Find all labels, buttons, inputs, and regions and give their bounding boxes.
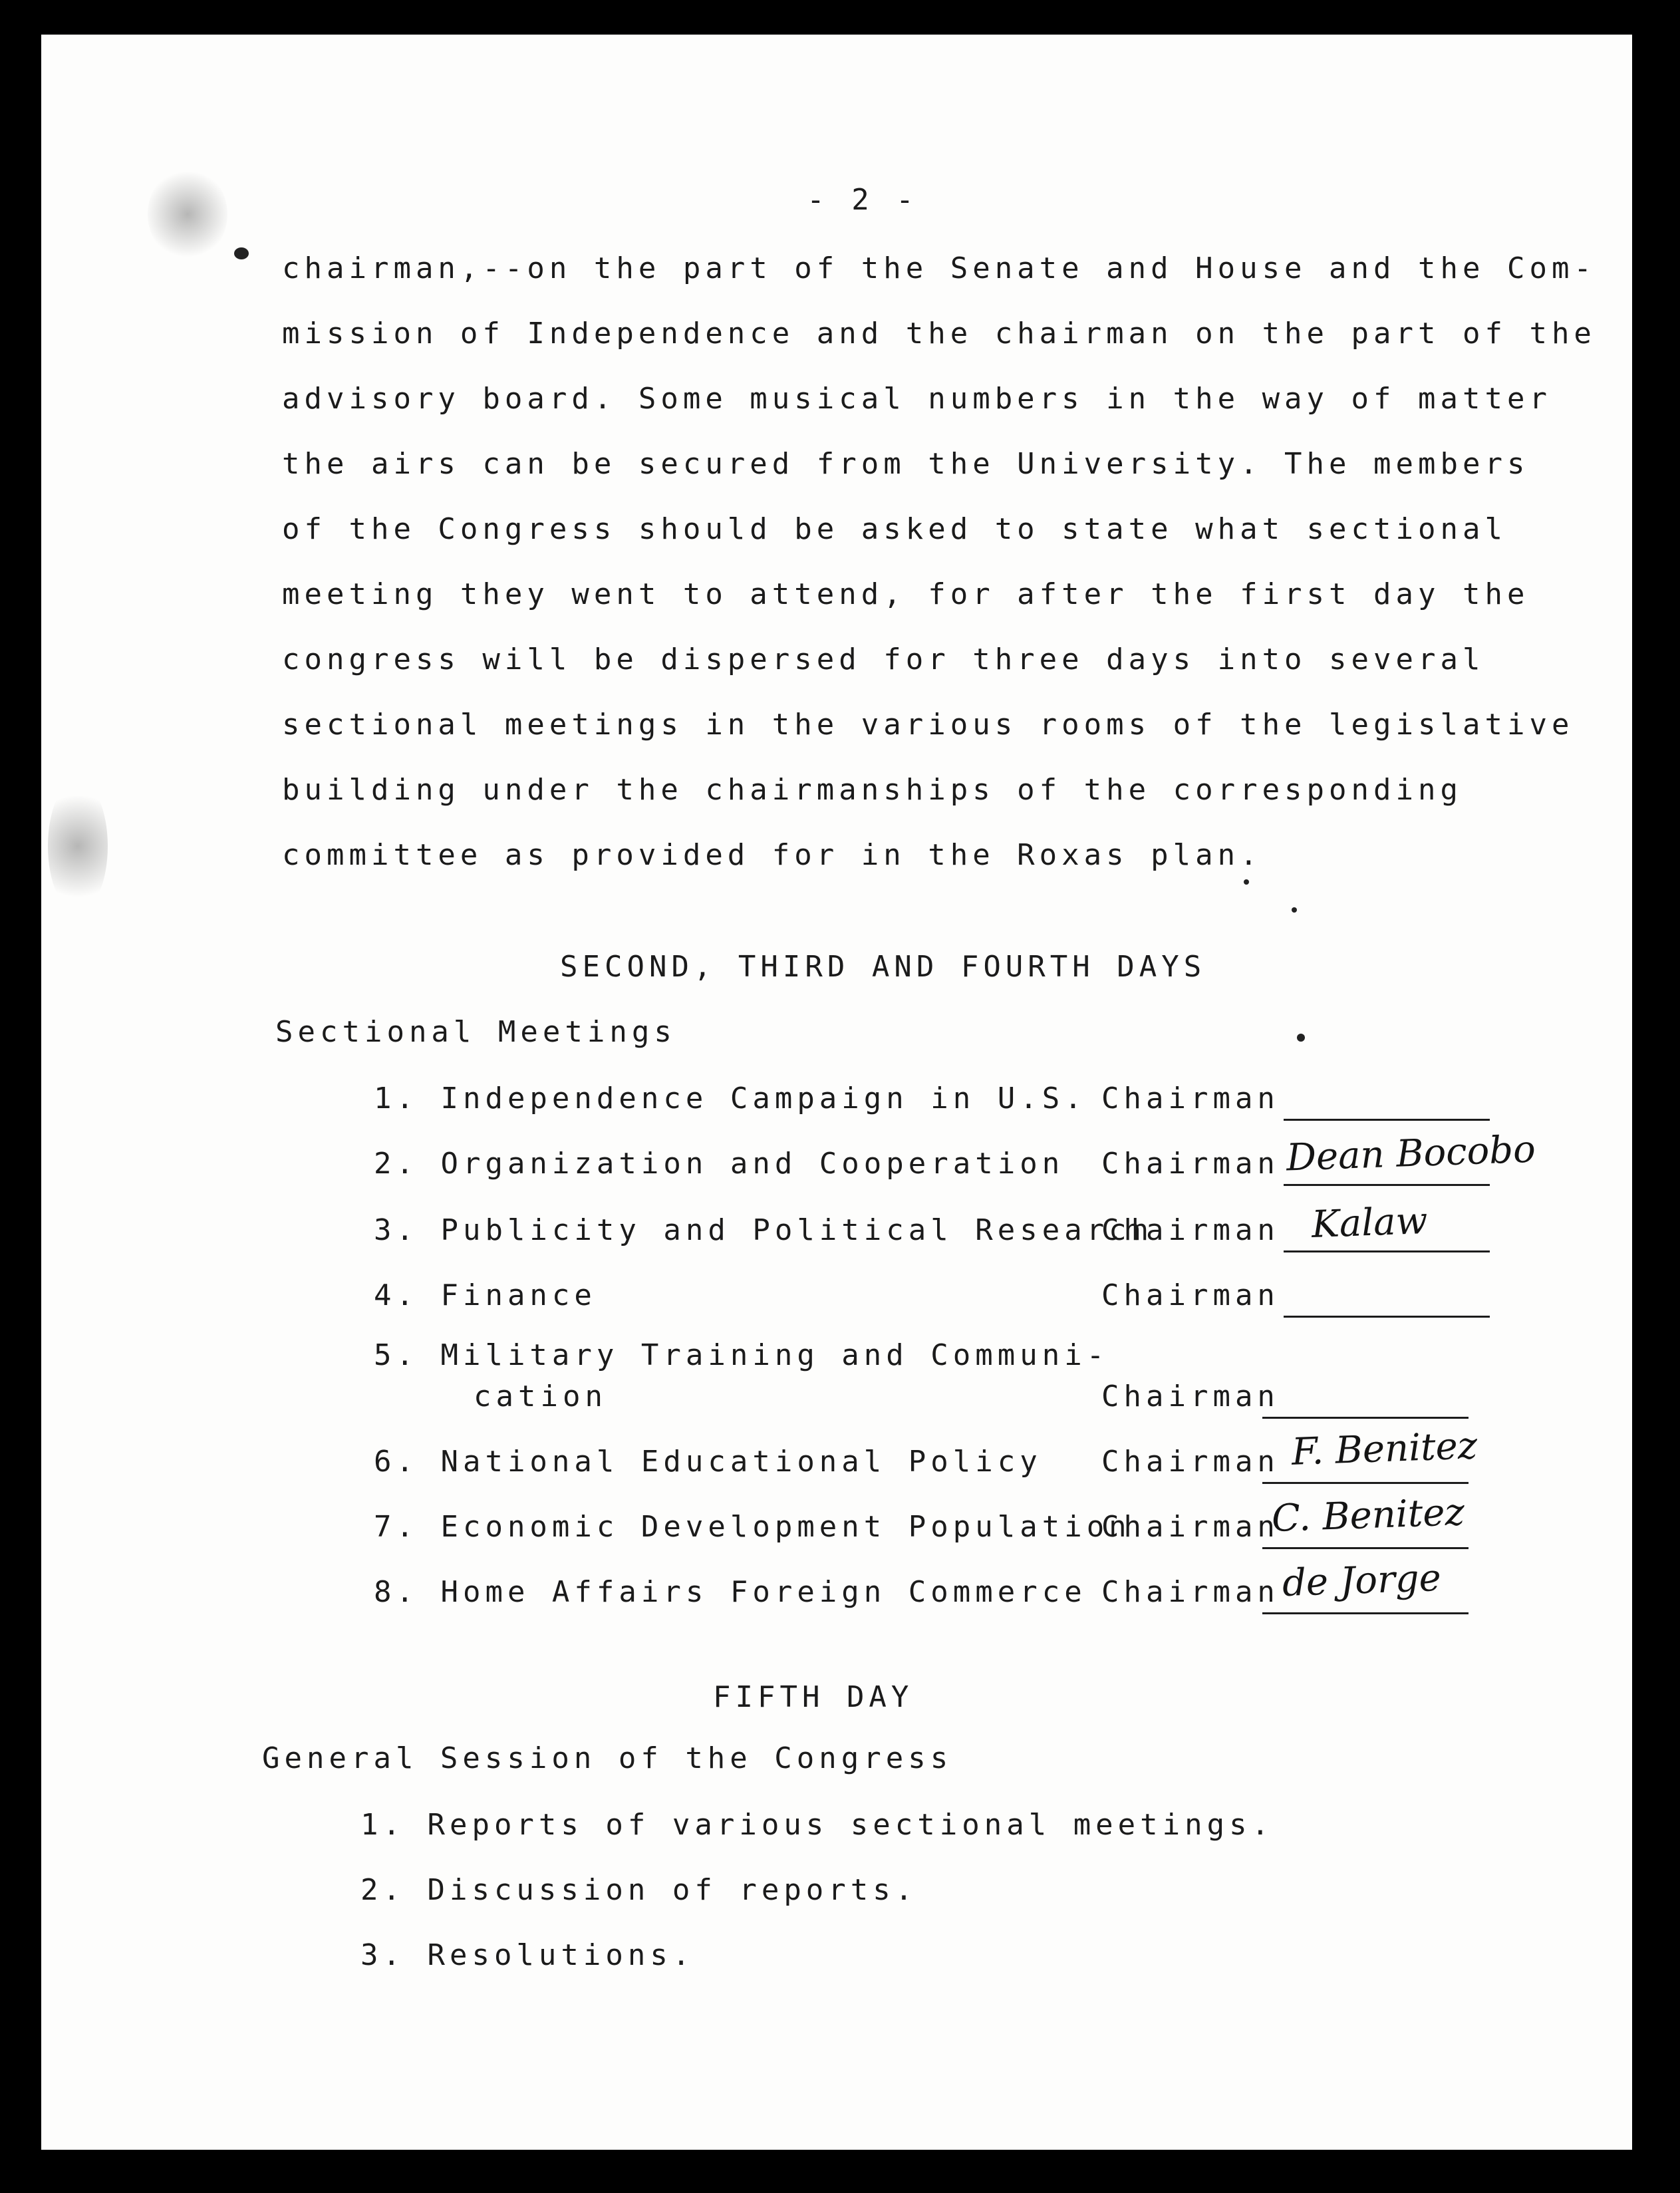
fifth-day-heading: FIFTH DAY (713, 1680, 914, 1714)
document-page (41, 35, 1632, 2150)
general-session-label: General Session of the Congress (262, 1741, 953, 1775)
meeting-item: 2. Organization and Cooperation (374, 1147, 1065, 1181)
paragraph-line: building under the chairmanships of the corresponding (282, 773, 1463, 807)
signature: F. Benitez (1290, 1424, 1478, 1474)
paragraph-line: meeting they went to attend, for after the first day the (282, 577, 1530, 611)
signature: de Jorge (1281, 1556, 1442, 1606)
paragraph-line: chairman,--on the part of the Senate and House and the Com- (282, 251, 1596, 285)
chairman-label: Chairman (1101, 1575, 1280, 1609)
meeting-item: 8. Home Affairs Foreign Commerce (374, 1575, 1087, 1609)
page-number: - 2 - (807, 183, 918, 217)
ink-speck (1244, 879, 1249, 885)
ink-smudge (148, 168, 227, 261)
ink-smudge (48, 780, 108, 913)
fifth-day-item: 1. Reports of various sectional meetings. (360, 1808, 1274, 1842)
paragraph-line: advisory board. Some musical numbers in the way of matter (282, 382, 1552, 416)
chairman-label: Chairman (1101, 1380, 1280, 1413)
chairman-label: Chairman (1101, 1510, 1280, 1544)
meeting-item: 5. Military Training and Communi- (374, 1338, 1109, 1372)
signature-line (1262, 1417, 1469, 1419)
signature-line (1262, 1612, 1469, 1614)
sectional-meetings-label: Sectional Meetings (275, 1015, 676, 1049)
paragraph-line: congress will be dispersed for three days into several (282, 643, 1485, 676)
ink-speck (234, 247, 249, 259)
paragraph-line: the airs can be secured from the University. The members (282, 447, 1530, 481)
chairman-label: Chairman (1101, 1213, 1280, 1247)
chairman-label: Chairman (1101, 1082, 1280, 1115)
signature: Kalaw (1310, 1199, 1429, 1247)
signature-line (1262, 1482, 1469, 1484)
signature-line (1262, 1547, 1469, 1549)
meeting-item: 6. National Educational Policy (374, 1445, 1042, 1479)
meeting-item-continuation: cation (474, 1380, 607, 1413)
fifth-day-item: 3. Resolutions. (360, 1938, 695, 1972)
meeting-item: 7. Economic Development Population (374, 1510, 1131, 1544)
chairman-label: Chairman (1101, 1445, 1280, 1479)
ink-speck (1292, 907, 1297, 913)
paragraph-line: mission of Independence and the chairman on the part of the (282, 317, 1596, 351)
paragraph-line: committee as provided for in the Roxas plan. (282, 838, 1262, 872)
signature: Dean Bocobo (1285, 1127, 1536, 1180)
meeting-item: 3. Publicity and Political Research (374, 1213, 1154, 1247)
signature-line (1284, 1250, 1490, 1252)
signature-line (1284, 1316, 1490, 1318)
paragraph-line: sectional meetings in the various rooms of the legislative (282, 708, 1574, 742)
fifth-day-item: 2. Discussion of reports. (360, 1873, 918, 1907)
chairman-label: Chairman (1101, 1147, 1280, 1181)
signature: C. Benitez (1270, 1490, 1465, 1541)
meeting-item: 1. Independence Campaign in U.S. (374, 1082, 1087, 1115)
paragraph-line: of the Congress should be asked to state what sectional (282, 512, 1507, 546)
chairman-label: Chairman (1101, 1278, 1280, 1312)
ink-speck (1297, 1034, 1305, 1042)
meeting-item: 4. Finance (374, 1278, 597, 1312)
section-heading: SECOND, THIRD AND FOURTH DAYS (560, 950, 1206, 984)
signature-line (1284, 1119, 1490, 1121)
signature-line (1284, 1184, 1490, 1186)
